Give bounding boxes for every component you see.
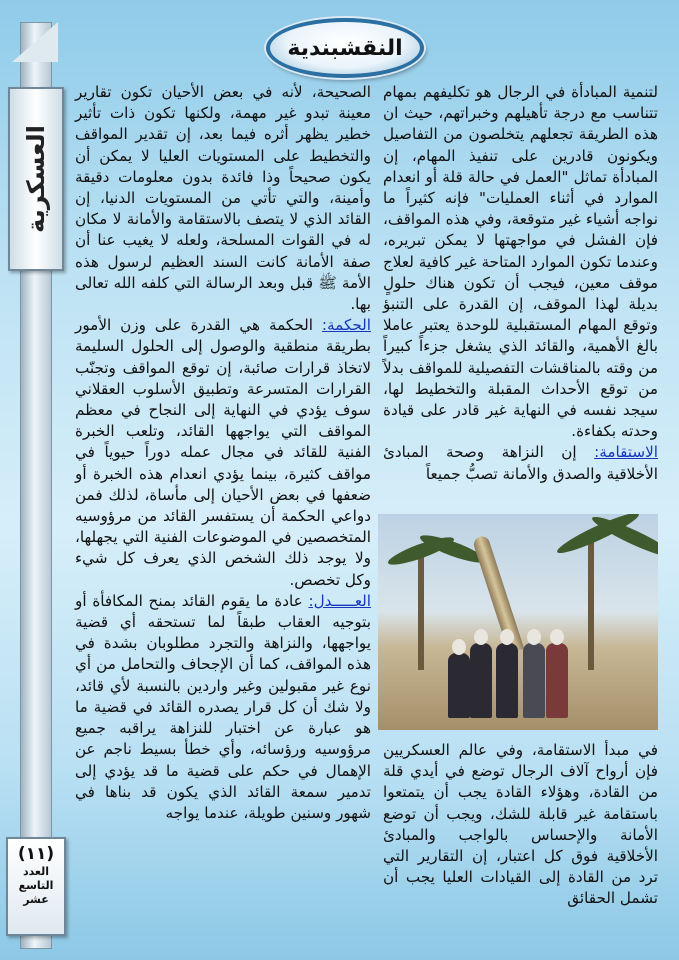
heading-wisdom: الحكمة: xyxy=(321,316,371,335)
page-number: (١١) xyxy=(17,844,55,864)
heading-justice: العـــــدل: xyxy=(308,591,371,610)
heading-integrity: الاستقامة: xyxy=(594,443,658,462)
person xyxy=(546,643,568,718)
page-title: النقشبندية xyxy=(287,35,403,61)
issue-number-line1: التاسع xyxy=(18,879,54,892)
paragraph-text: إن النزاهة وصحة المبادئ الأخلاقية والصدق والأمانة تصبُّ جميعاً xyxy=(383,443,658,483)
right-column-top xyxy=(383,82,658,485)
person xyxy=(448,653,470,718)
section-label-panel xyxy=(8,87,64,271)
paragraph-wisdom xyxy=(75,315,371,591)
person xyxy=(523,643,545,718)
section-label: العسكرية xyxy=(22,125,50,233)
page-title-badge xyxy=(266,18,424,78)
paragraph: في مبدأ الاستقامة، وفي عالم العسكريين فإن أرواح آلاف الرجال توضع في أيدي قلة من القادة، وهؤلاء القادة يجب أن يتمتعوا باستقامة غير قابلة للشك، ويجب أن توضع الأمانة والإحساس بالواجب والمبادئ الأخلاقية فوق كل اعتبار، إن التقارير التي ترد من القادة إلى القيادات العليا يجب أن تشمل الحقائق xyxy=(383,741,658,908)
paragraph: الصحيحة، لأنه في بعض الأحيان تكون تقارير معينة تبدو غير مهمة، ولكنها تكون ذات تأثير خطير يظهر أثره فيما بعد، إن تقدير المواقف والتخطيط على المستويات العليا لا يمكن أن يكون صحيحاً وذا فائدة بدون معلومات دقيقة وأمينة، والتي تأتي من المستويات الدنيا، إن القائد الذي لا يتصف بالاستقامة والأمانة لا مكان له في القوات المسلحة، ولعله لا يغيب عنا أن صفة الأمانة كانت السند العظيم لرسول هذه الأمة ﷺ قبل وبعد الرسالة التي كلفه الله تعالى بها. xyxy=(75,83,371,314)
paragraph-integrity xyxy=(383,442,658,484)
person xyxy=(496,643,518,718)
palm-trunk xyxy=(588,530,594,670)
right-column-bottom xyxy=(383,740,658,910)
paragraph-text: الحكمة هي القدرة على وزن الأمور بطريقة منطقية والوصول إلى الحلول السليمة لاتخاذ قرارات صائبة، إن توقع المواقف وتجنّب القرارات المتسرعة وتطبيق الأسلوب العقلاني سوف يؤدي في النهاية إلى النجاح في معظم المواقف التي يواجهها القائد، وتلعب الخبرة الفنية للقائد في مجال عمله دوراً حيوياً في مواقف كثيرة، بينما يؤدي انعدام هذه الخبرة أو ضعفها في بعض الأحيان إلى مأساة، لذلك فمن دواعي الحكمة أن يستفسر القائد من مرؤوسيه المتخصصين في الموضوعات الفنية التي يجهلها، ولا يوجد ذلك الشخص الذي يعرف كل شيء وكل تخصص. xyxy=(75,316,371,589)
issue-number-line2: عشر xyxy=(23,893,49,906)
issue-badge xyxy=(6,837,66,936)
person xyxy=(470,643,492,718)
paragraph: لتنمية المبادأة في الرجال هو تكليفهم بمهام تتناسب مع درجة تأهيلهم وخبراتهم، حيث ان هذه الطريقة تجعلهم يتخلصون من التفاصيل ويكونون قادرين على تنفيذ المهام، إن المبادأة تماثل "العمل في حالة قلة أو انعدام الموارد في أثناء العمليات" فإنه كثيراً ما نواجه أشياء غير متوقعة، وفي هذه المواقف، فإن الفشل في مواجهتها لا يمكن تبريره، وعندما تكون الموارد المتاحة غير كافية لعلاج موقف معين، فيجب أن تكون هناك حلولٍ بديلة لهذا الموقف، إن القدرة على التنبؤ وتوقع المهام المستقبلية للوحدة يعتبر عاملا بالغ الأهمية، والقائد الذي يشغل جزءاً كبيراً من وقته بالمناقشات التفصيلية للمواقف بدلاً من توقع الأحداث المقبلة والتخطيط لها، سيجد نفسه في النهاية غير قادر على قيادة وحدته بكفاءة. xyxy=(383,83,658,441)
article-photo xyxy=(378,514,658,730)
sidebar-fold xyxy=(12,22,58,62)
palm-trunk xyxy=(418,550,424,670)
issue-label: العدد xyxy=(22,865,50,878)
paragraph-text: عادة ما يقوم القائد بمنح المكافأة أو بتوجيه العقاب طبقاً لما تستحقه أي قضية يواجهها، والنزاهة والتجرد مطلوبان بشدة في هذه المواقف، كما أن الإجحاف والتحامل من أي نوع غير مقبولين وغير واردين بالنسبة لأي قائد، ولا شك أن كل قرار يصدره القائد في قضية ما هو عبارة عن اختبار للنزاهة يراقبه جميع مرؤوسيه ورؤسائه، وأي خطأ بسيط ناجم عن الإهمال في حكم على قضية ما قد يؤدي إلى تدمير سمعة القائد الذي يكون قد بناها في شهور وسنين طويلة، عندما يواجه xyxy=(75,591,371,822)
paragraph-justice xyxy=(75,591,371,824)
left-column xyxy=(75,82,371,824)
section-sidebar-strip xyxy=(12,22,58,947)
